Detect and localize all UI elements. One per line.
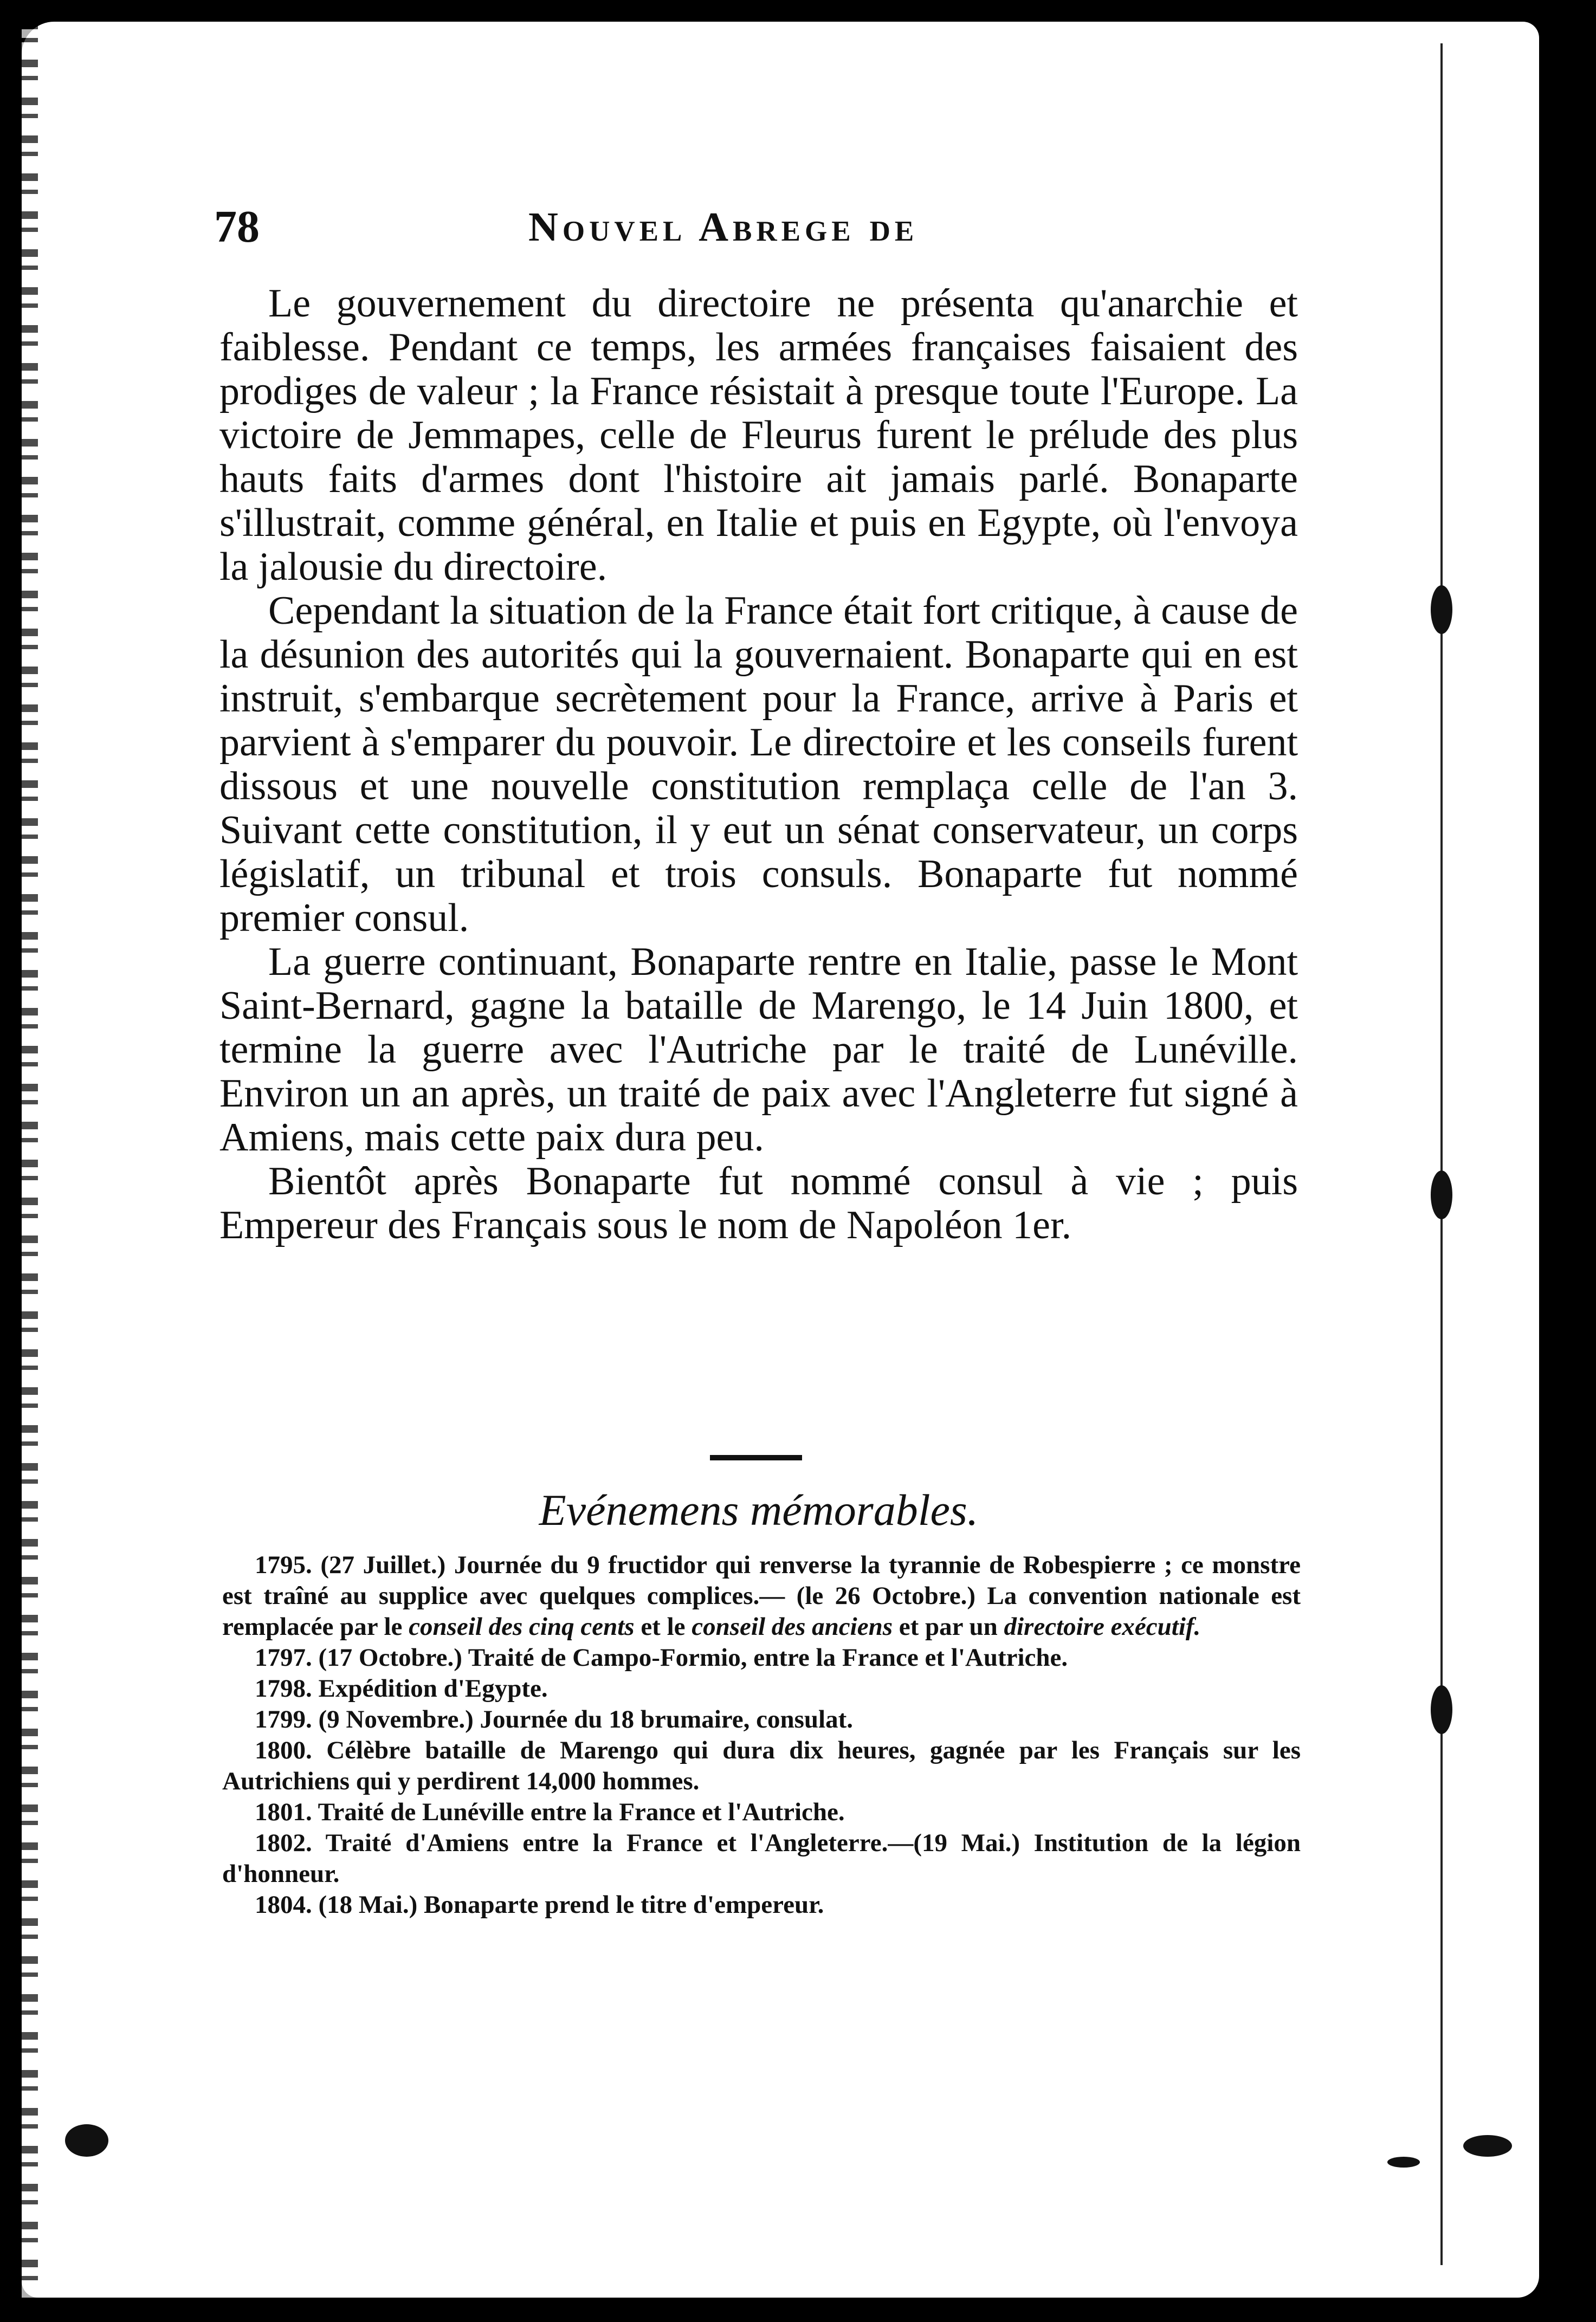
binding-thread: [1431, 43, 1452, 2265]
ink-speck: [1387, 2157, 1420, 2168]
binding-knot: [1431, 585, 1452, 634]
ink-speck: [65, 2124, 108, 2157]
paragraph: Bientôt après Bonaparte fut nommé consul à vie ; puis Empereur des Français sous le nom de Napoléon 1er.: [219, 1159, 1298, 1247]
event-italic: conseil des cinq cents: [409, 1613, 635, 1641]
page-number: 78: [214, 202, 260, 252]
event-entry: 1800. Célèbre bataille de Marengo qui dura dix heures, gagnée par les Français sur les Autrichiens qui y perdirent 14,000 hommes.: [222, 1736, 1301, 1795]
event-text: 1795. (27 Juillet.) Journée du 9 fructidor qui renverse la tyrannie de Robespierre ; ce monstre est traîné au supplice avec quelques complices.— (le 26 Octobre.) La convention nationale est remplacée par le: [222, 1551, 1301, 1641]
running-head: Nouvel Abrege de: [528, 204, 919, 250]
event-entry: 1799. (9 Novembre.) Journée du 18 brumaire, consulat.: [255, 1705, 854, 1734]
event-italic: conseil des anciens: [692, 1613, 893, 1641]
paragraph: Le gouvernement du directoire ne présenta qu'anarchie et faiblesse. Pendant ce temps, les armées françaises faisaient des prodiges de valeur ; la France résistait à presque toute l'Europe. La victoire de Jemmapes, celle de Fleurus furent le prélude des plus hauts faits d'armes dont l'histoire ait jamais parlé. Bonaparte s'illustrait, comme général, en Italie et puis en Egypte, où l'envoya la jalousie du directoire.: [219, 281, 1298, 589]
paragraph: Cependant la situation de la France était fort critique, à cause de la désunion des autorités qui la gouvernaient. Bonaparte qui en est instruit, s'embarque secrètement pour la France, arrive à Paris et parvient à s'emparer du pouvoir. Le directoire et les conseils furent dissous et une nouvelle constitution remplaça celle de l'an 3. Suivant cette constitution, il y eut un sénat conservateur, un corps législatif, un tribunal et trois consuls. Bonaparte fut nommé premier consul.: [219, 588, 1298, 940]
event-entry: [222, 1550, 1301, 1642]
page-edge-damage: [22, 22, 38, 2298]
binding-knot: [1431, 1170, 1452, 1219]
event-entry: 1798. Expédition d'Egypte.: [255, 1674, 548, 1703]
event-entry: 1797. (17 Octobre.) Traité de Campo-Formio, entre la France et l'Autriche.: [255, 1644, 1068, 1672]
binding-knot: [1431, 1685, 1452, 1734]
event-text: et par un: [893, 1613, 1004, 1641]
ink-speck: [1463, 2135, 1512, 2157]
events-list: [222, 1550, 1301, 1920]
paragraph: La guerre continuant, Bonaparte rentre en Italie, passe le Mont Saint-Bernard, gagne la bataille de Marengo, le 14 Juin 1800, et termine la guerre avec l'Autriche par le traité de Lunéville. Environ un an après, un traité de paix avec l'Angleterre fut signé à Amiens, mais cette paix dura peu.: [219, 940, 1298, 1160]
event-italic: directoire exécutif.: [1004, 1613, 1201, 1641]
binding-thread-line: [1440, 43, 1443, 2265]
event-entry: 1802. Traité d'Amiens entre la France et l'Angleterre.—(19 Mai.) Institution de la légion d'honneur.: [222, 1829, 1301, 1888]
page-header: [214, 200, 1298, 266]
main-text: [219, 282, 1298, 1247]
event-entry: 1801. Traité de Lunéville entre la France et l'Autriche.: [255, 1798, 845, 1826]
section-divider: [710, 1455, 802, 1460]
event-text: et le: [634, 1613, 692, 1641]
event-entry: 1804. (18 Mai.) Bonaparte prend le titre d'empereur.: [255, 1891, 824, 1919]
events-title: Evénemens mémorables.: [539, 1485, 979, 1535]
